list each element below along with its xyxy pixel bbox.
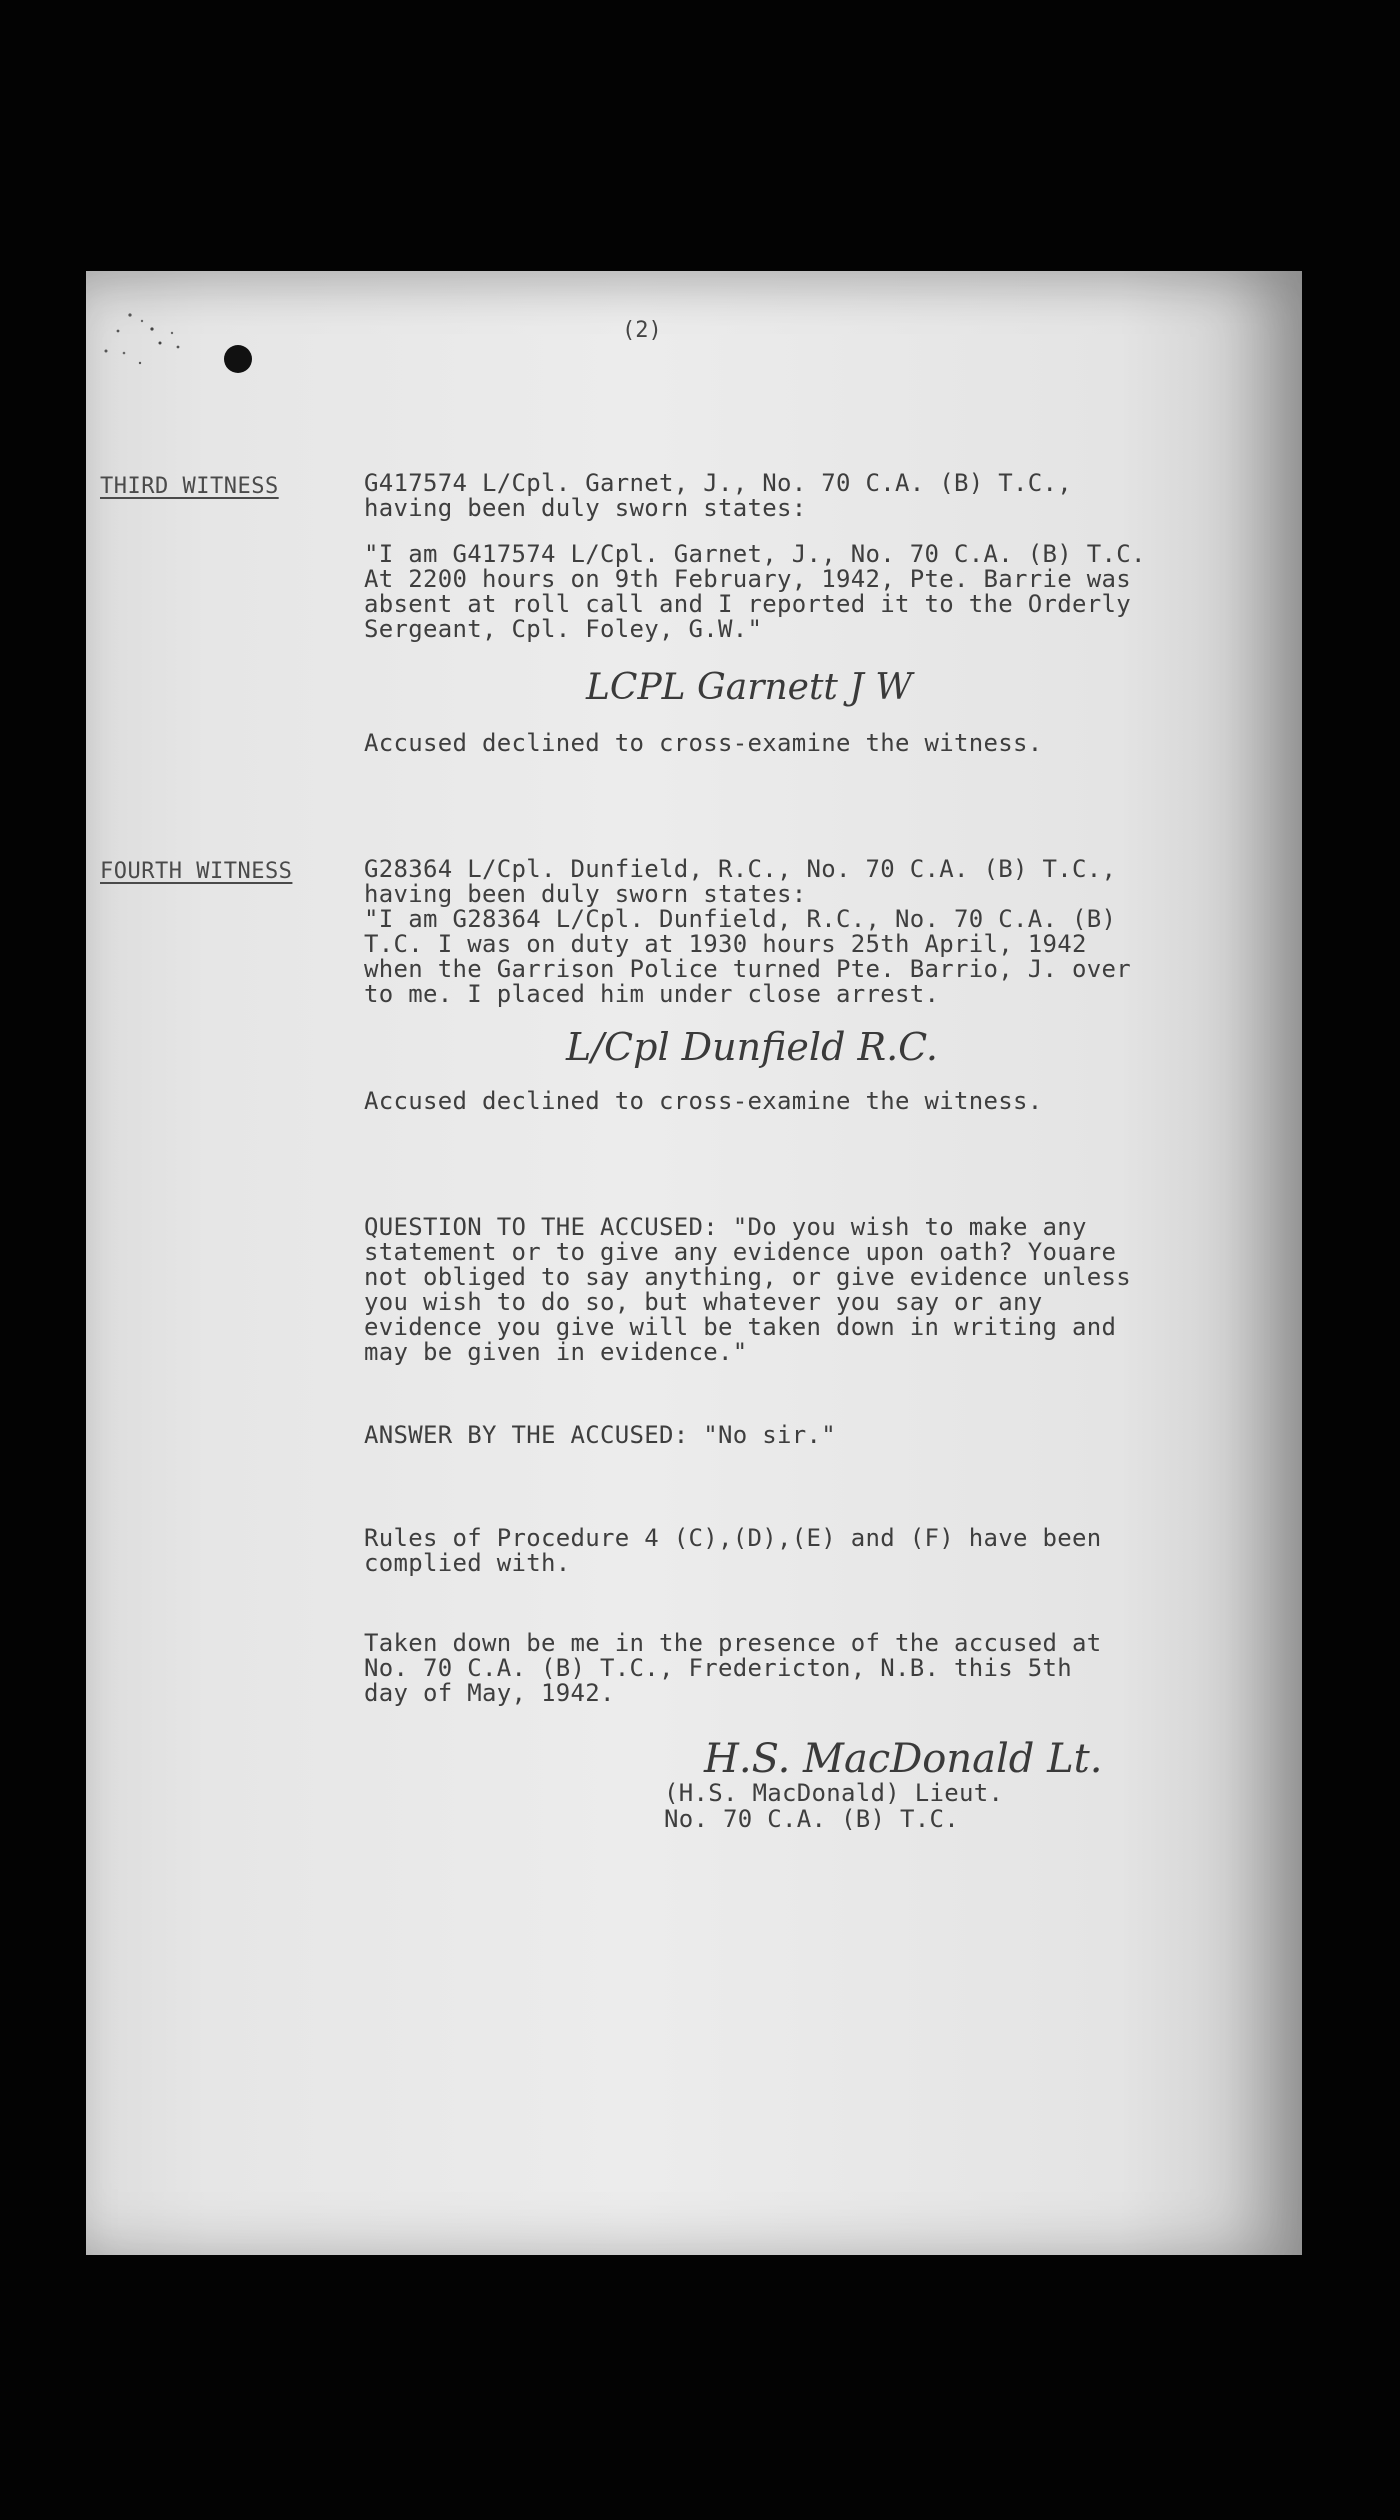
third-witness-heading: THIRD WITNESS <box>100 474 279 499</box>
paper-specks <box>100 307 210 367</box>
third-witness-note: Accused declined to cross-examine the witness. <box>364 729 1043 757</box>
taken-down-statement: Taken down be me in the presence of the accused at No. 70 C.A. (B) T.C., Fredericton, N.B. this 5th day of May, 1942. <box>364 1629 1102 1707</box>
answer-by-accused: ANSWER BY THE ACCUSED: "No sir." <box>364 1421 836 1449</box>
third-witness-signature: LCPL Garnett J W <box>586 667 913 708</box>
page-number: (2) <box>622 318 662 343</box>
rules-of-procedure: Rules of Procedure 4 (C),(D),(E) and (F) have been complied with. <box>364 1524 1102 1577</box>
fourth-witness-signature: L/Cpl Dunfield R.C. <box>566 1025 938 1069</box>
officer-unit: No. 70 C.A. (B) T.C. <box>664 1805 959 1833</box>
punch-hole <box>224 345 252 373</box>
question-to-accused: QUESTION TO THE ACCUSED: "Do you wish to make any statement or to give any evidence upon oath? Youare not obliged to say anything, or give evidence unless you wish to do so, but whatever you say or any evidence you give will be taken down in writing and may be given in evidence." <box>364 1213 1131 1366</box>
fourth-witness-statement: "I am G28364 L/Cpl. Dunfield, R.C., No. 70 C.A. (B) T.C. I was on duty at 1930 hours 25th April, 1942 when the Garrison Police turned Pte. Barrio, J. over to me. I placed him under close arrest. <box>364 905 1131 1008</box>
officer-name-rank: (H.S. MacDonald) Lieut. <box>664 1779 1004 1807</box>
fourth-witness-heading: FOURTH WITNESS <box>100 859 293 884</box>
third-witness-intro: G417574 L/Cpl. Garnet, J., No. 70 C.A. (B) T.C., having been duly sworn states: <box>364 469 1072 522</box>
fourth-witness-note: Accused declined to cross-examine the witness. <box>364 1087 1043 1115</box>
officer-signature: H.S. MacDonald Lt. <box>704 1736 1103 1782</box>
fourth-witness-intro: G28364 L/Cpl. Dunfield, R.C., No. 70 C.A. (B) T.C., having been duly sworn states: <box>364 855 1117 908</box>
third-witness-statement: "I am G417574 L/Cpl. Garnet, J., No. 70 C.A. (B) T.C. At 2200 hours on 9th February, 1942, Pte. Barrie was absent at roll call and I reported it to the Orderly Sergeant, Cpl. Foley, G.W." <box>364 540 1146 643</box>
document-page <box>86 271 1302 2255</box>
